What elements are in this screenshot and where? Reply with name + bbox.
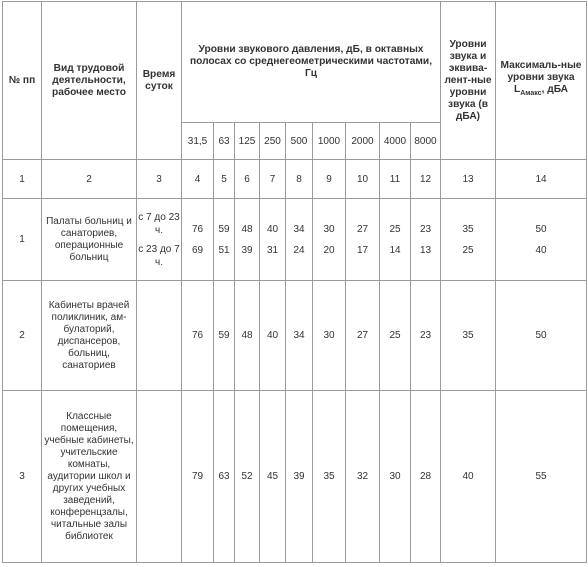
- freq-cell: 1000: [313, 123, 346, 160]
- value-cell: 28: [411, 391, 441, 563]
- time-night: с 23 до 7 ч.: [138, 243, 180, 268]
- freq-cell: 2000: [346, 123, 380, 160]
- freq-cell: 250: [260, 123, 286, 160]
- colnum-cell: 5: [214, 160, 235, 199]
- colnum-cell: 2: [42, 160, 137, 199]
- value-cell: 35: [313, 391, 346, 563]
- row-time: [137, 199, 182, 281]
- colnum-cell: 10: [346, 160, 380, 199]
- colnum-cell: 3: [137, 160, 182, 199]
- value-cell: 25 14: [380, 199, 411, 281]
- colnum-cell: 9: [313, 160, 346, 199]
- freq-cell: 63: [214, 123, 235, 160]
- colnum-cell: 12: [411, 160, 441, 199]
- header-max-prefix: Максималь-ные уровни звука L: [500, 60, 582, 96]
- value-cell: 79: [182, 391, 214, 563]
- table-row: [3, 391, 587, 563]
- header-equivalent: Уровни звука и эквива-лент-ные уровни звука (в дБА): [441, 2, 496, 160]
- value-cell: 50 40: [496, 199, 587, 281]
- row-num: 2: [3, 281, 42, 391]
- value-cell: 34 24: [286, 199, 313, 281]
- freq-cell: 500: [286, 123, 313, 160]
- value-cell: 76: [182, 281, 214, 391]
- value-cell: 55: [496, 391, 587, 563]
- value-cell: 50: [496, 281, 587, 391]
- row-num: 1: [3, 199, 42, 281]
- row-num: 3: [3, 391, 42, 563]
- value-cell: 30 20: [313, 199, 346, 281]
- value-cell: 25: [380, 281, 411, 391]
- header-activity: Вид трудовой деятельности, рабочее место: [42, 2, 137, 160]
- freq-cell: 8000: [411, 123, 441, 160]
- value-cell: 63: [214, 391, 235, 563]
- table-row: [3, 199, 587, 281]
- header-max: [496, 2, 587, 160]
- freq-cell: 125: [235, 123, 260, 160]
- value-cell: 30: [380, 391, 411, 563]
- header-max-suffix: , дБА: [541, 84, 568, 96]
- value-cell: 32: [346, 391, 380, 563]
- value-cell: 40: [441, 391, 496, 563]
- colnum-cell: 14: [496, 160, 587, 199]
- value-cell: 39: [286, 391, 313, 563]
- row-time: [137, 281, 182, 391]
- row-activity: Кабинеты врачей поликлиник, ам-булаторий, диспансеров, больниц, санаториев: [42, 281, 137, 391]
- colnum-cell: 11: [380, 160, 411, 199]
- value-cell: 59 51: [214, 199, 235, 281]
- value-cell: 76 69: [182, 199, 214, 281]
- header-sound-levels: Уровни звукового давления, дБ, в октавных полосах со среднегеометрическими частотами, Гц: [182, 2, 441, 123]
- header-num: № пп: [3, 2, 42, 160]
- time-day: с 7 до 23 ч.: [138, 211, 180, 236]
- value-cell: 30: [313, 281, 346, 391]
- colnum-cell: 13: [441, 160, 496, 199]
- row-activity: Палаты больниц и санаториев, операционные больниц: [42, 199, 137, 281]
- value-cell: 27 17: [346, 199, 380, 281]
- value-cell: 40: [260, 281, 286, 391]
- value-cell: 34: [286, 281, 313, 391]
- row-activity: Классные помещения, учебные кабинеты, учительские комнаты, аудитории школ и других учебных заведений, конференцзалы, читальные залы библиотек: [42, 391, 137, 563]
- row-time: [137, 391, 182, 563]
- value-cell: 48 39: [235, 199, 260, 281]
- header-time: Время суток: [137, 2, 182, 160]
- freq-cell: 31,5: [182, 123, 214, 160]
- value-cell: 35: [441, 281, 496, 391]
- colnum-cell: 4: [182, 160, 214, 199]
- colnum-cell: 1: [3, 160, 42, 199]
- table-row: [3, 281, 587, 391]
- noise-levels-table: [2, 1, 587, 563]
- value-cell: 48: [235, 281, 260, 391]
- column-number-row: [3, 160, 587, 199]
- value-cell: 59: [214, 281, 235, 391]
- colnum-cell: 6: [235, 160, 260, 199]
- header-max-sub: Амакс: [520, 90, 542, 98]
- value-cell: 52: [235, 391, 260, 563]
- freq-cell: 4000: [380, 123, 411, 160]
- value-cell: 23 13: [411, 199, 441, 281]
- value-cell: 45: [260, 391, 286, 563]
- colnum-cell: 8: [286, 160, 313, 199]
- value-cell: 35 25: [441, 199, 496, 281]
- header-row: [3, 2, 587, 123]
- value-cell: 23: [411, 281, 441, 391]
- colnum-cell: 7: [260, 160, 286, 199]
- value-cell: 40 31: [260, 199, 286, 281]
- value-cell: 27: [346, 281, 380, 391]
